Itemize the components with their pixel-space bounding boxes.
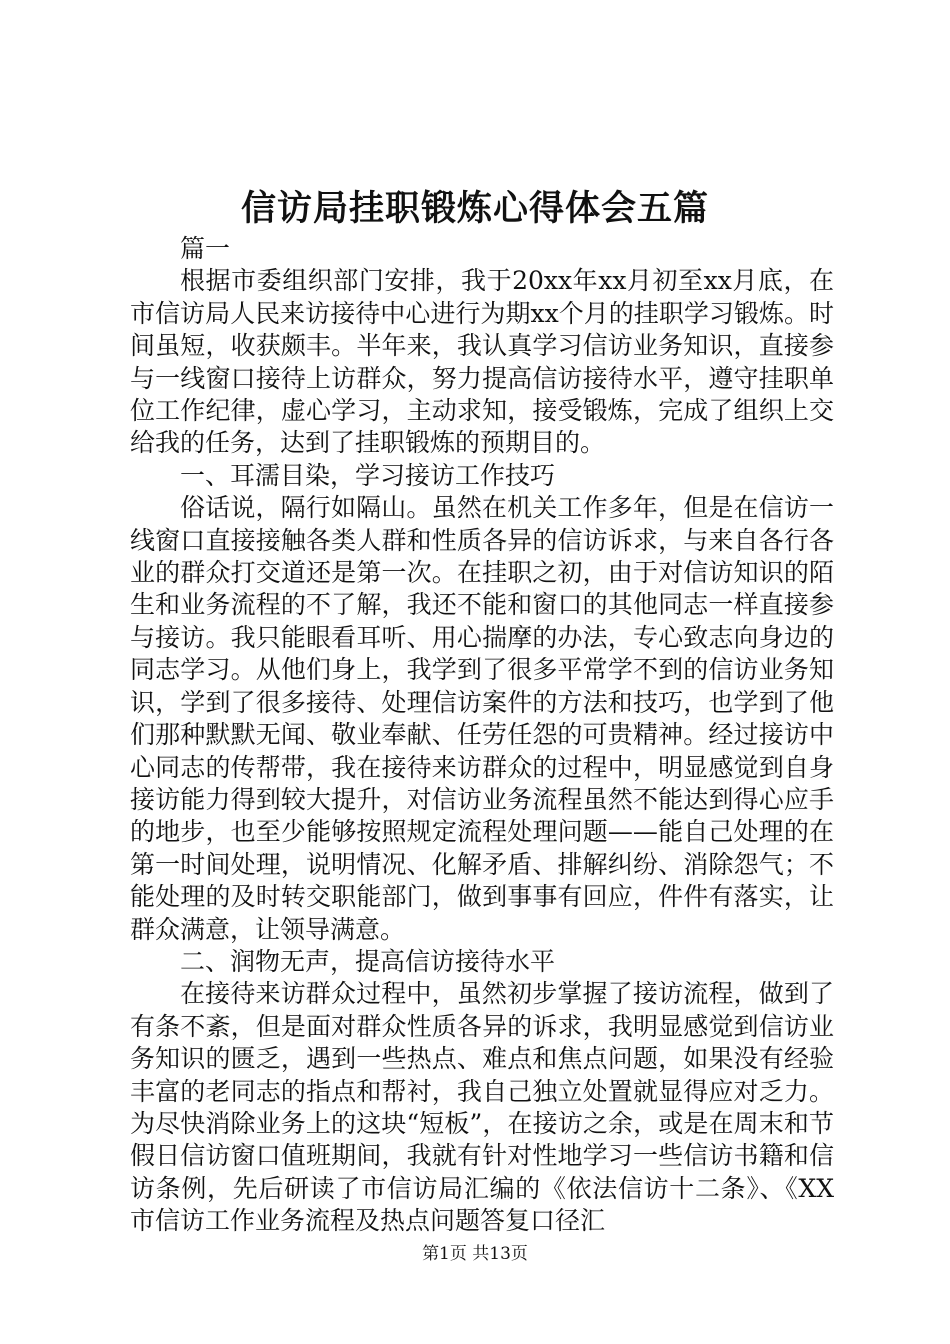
paragraph-intro: 根据市委组织部门安排，我于20xx年xx月初至xx月底，在市信访局人民来访接待中心进行为期xx个月的挂职学习锻炼。时间虽短，收获颇丰。半年来，我认真学习信访业务知识，直接参与一线窗口接待上访群众，努力提高信访接待水平，遵守挂职单位工作纪律，虚心学习，主动求知，接受锻炼，完成了组织上交给我的任务，达到了挂职锻炼的预期目的。 [130,266,834,458]
document-body [130,233,834,1238]
heading-section-two: 二、润物无声，提高信访接待水平 [180,946,556,976]
page-footer: 第1页 共13页 [422,1244,528,1264]
document-title: 信访局挂职锻炼心得体会五篇 [240,188,709,229]
section-label: 篇一 [180,234,231,263]
paragraph-section-two: 在接待来访群众过程中，虽然初步掌握了接访流程，做到了有条不紊，但是面对群众性质各异的诉求，我明显感觉到信访业务知识的匮乏，遇到一些热点、难点和焦点问题，如果没有经验丰富的老同志的指点和帮衬，我自己独立处置就显得应对乏力。为尽快消除业务上的这块“短板”，在接访之余，或是在周末和节假日信访窗口值班期间，我就有针对性地学习一些信访书籍和信访条例，先后研读了市信访局汇编的《依法信访十二条》、《XX市信访工作业务流程及热点问题答复口径汇 [130,979,834,1236]
paragraph-section-one: 俗话说，隔行如隔山。虽然在机关工作多年，但是在信访一线窗口直接接触各类人群和性质各异的信访诉求，与来自各行各业的群众打交道还是第一次。在挂职之初，由于对信访知识的陌生和业务流程的不了解，我还不能和窗口的其他同志一样直接参与接访。我只能眼看耳听、用心揣摩的办法，专心致志向身边的同志学习。从他们身上，我学到了很多平常学不到的信访业务知识，学到了很多接待、处理信访案件的方法和技巧，也学到了他们那种默默无闻、敬业奉献、任劳任怨的可贵精神。经过接访中心同志的传帮带，我在接待来访群众的过程中，明显感觉到自身接访能力得到较大提升，对信访业务流程虽然不能达到得心应手的地步，也至少能够按照规定流程处理问题——能自己处理的在第一时间处理，说明情况、化解矛盾、排解纠纷、消除怨气；不能处理的及时转交职能部门，做到事事有回应，件件有落实，让群众满意，让领导满意。 [130,493,834,944]
heading-section-one: 一、耳濡目染，学习接访工作技巧 [180,460,556,490]
